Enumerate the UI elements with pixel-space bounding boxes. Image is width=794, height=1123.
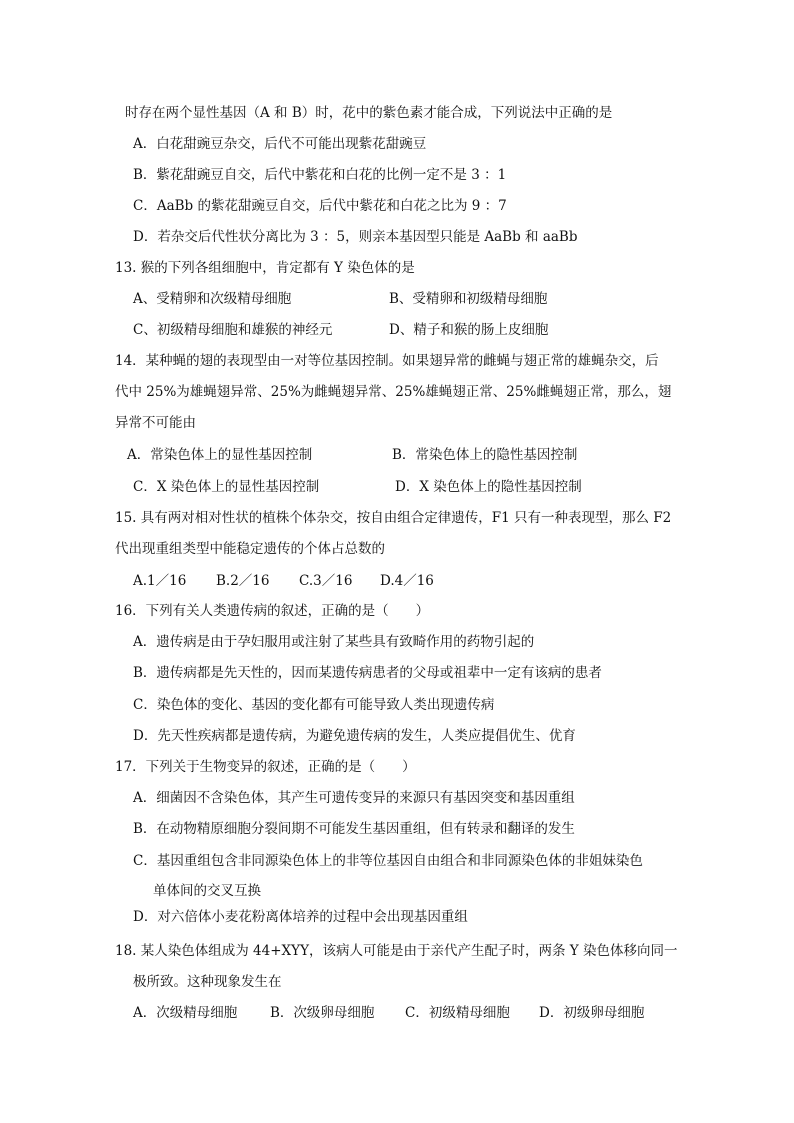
q17-option-c-line1: C．基因重组包含非同源染色体上的非等位基因自由组合和非同源染色体的非姐妹染色 (133, 853, 643, 869)
q14-stem-line1: 14．某种蝇的翅的表现型由一对等位基因控制。如果翅异常的雌蝇与翅正常的雄蝇杂交，后 (115, 353, 659, 369)
q18-option-b: B．次级卵母细胞 (270, 1005, 375, 1021)
q17-option-d: D．对六倍体小麦花粉离体培养的过程中会出现基因重组 (133, 909, 468, 925)
q15-option-c: C.3／16 (299, 573, 353, 589)
q18-stem-line2: 极所致。这种现象发生在 (133, 974, 282, 990)
q12-option-a: A．白花甜豌豆杂交，后代不可能出现紫花甜豌豆 (133, 136, 427, 152)
q12-option-c: C．AaBb 的紫花甜豌豆自交，后代中紫花和白花之比为 9 ：7 (133, 198, 507, 214)
q15-option-d: D.4／16 (380, 573, 434, 589)
q16-stem: 16．下列有关人类遗传病的叙述，正确的是（ ） (115, 603, 430, 619)
q16-option-b: B．遗传病都是先天性的，因而某遗传病患者的父母或祖辈中一定有该病的患者 (133, 665, 602, 681)
q13-option-d: D、精子和猴的肠上皮细胞 (389, 322, 549, 338)
q13-option-c: C、初级精母细胞和雄猴的神经元 (133, 322, 333, 338)
q18-option-c: C．初级精母细胞 (405, 1005, 510, 1021)
q14-option-b: B．常染色体上的隐性基因控制 (392, 447, 578, 463)
q14-stem-line3: 异常不可能由 (115, 415, 196, 431)
q12-stem: 时存在两个显性基因（A 和 B）时，花中的紫色素才能合成，下列说法中正确的是 (125, 105, 613, 121)
q12-option-b: B．紫花甜豌豆自交，后代中紫花和白花的比例一定不是 3 ：1 (133, 167, 507, 183)
q12-option-d: D．若杂交后代性状分离比为 3 ：5，则亲本基因型只能是 AaBb 和 aaBb (133, 229, 578, 245)
q16-option-d: D．先天性疾病都是遗传病，为避免遗传病的发生，人类应提倡优生、优育 (133, 728, 576, 744)
q13-option-a: A、受精卵和次级精母细胞 (133, 291, 292, 307)
q15-stem-line2: 代出现重组类型中能稳定遗传的个体占总数的 (115, 541, 385, 557)
q13-stem: 13. 猴的下列各组细胞中，肯定都有 Y 染色体的是 (115, 260, 415, 276)
q16-option-a: A．遗传病是由于孕妇服用或注射了某些具有致畸作用的药物引起的 (133, 634, 535, 650)
q18-stem-line1: 18. 某人染色体组成为 44+XYY，该病人可能是由于亲代产生配子时，两条 Y 染色体移向同一 (115, 943, 678, 959)
q17-option-a: A．细菌因不含染色体，其产生可遗传变异的来源只有基因突变和基因重组 (133, 790, 575, 806)
q17-option-b: B．在动物精原细胞分裂间期不可能发生基因重组，但有转录和翻译的发生 (133, 821, 575, 837)
q14-option-a: A．常染色体上的显性基因控制 (127, 447, 313, 463)
q15-stem-line1: 15. 具有两对相对性状的植株个体杂交，按自由组合定律遗传，F1 只有一种表现型，那么 F2 (115, 510, 672, 526)
q18-option-a: A．次级精母细胞 (133, 1005, 238, 1021)
q16-option-c: C．染色体的变化、基因的变化都有可能导致人类出现遗传病 (133, 697, 495, 713)
q15-option-a: A.1／16 (133, 573, 187, 589)
q14-option-d: D．X 染色体上的隐性基因控制 (395, 479, 582, 495)
q17-stem: 17．下列关于生物变异的叙述，正确的是（ ） (115, 759, 416, 775)
q17-option-c-line2: 单体间的交叉互换 (153, 883, 261, 899)
q13-option-b: B、受精卵和初级精母细胞 (389, 291, 548, 307)
q14-option-c: C．X 染色体上的显性基因控制 (133, 479, 320, 495)
q15-option-b: B.2／16 (216, 573, 270, 589)
q18-option-d: D．初级卵母细胞 (539, 1005, 645, 1021)
q14-stem-line2: 代中 25%为雄蝇翅异常、25%为雌蝇翅异常、25%雄蝇翅正常、25%雌蝇翅正常，那么，翅 (115, 384, 672, 400)
